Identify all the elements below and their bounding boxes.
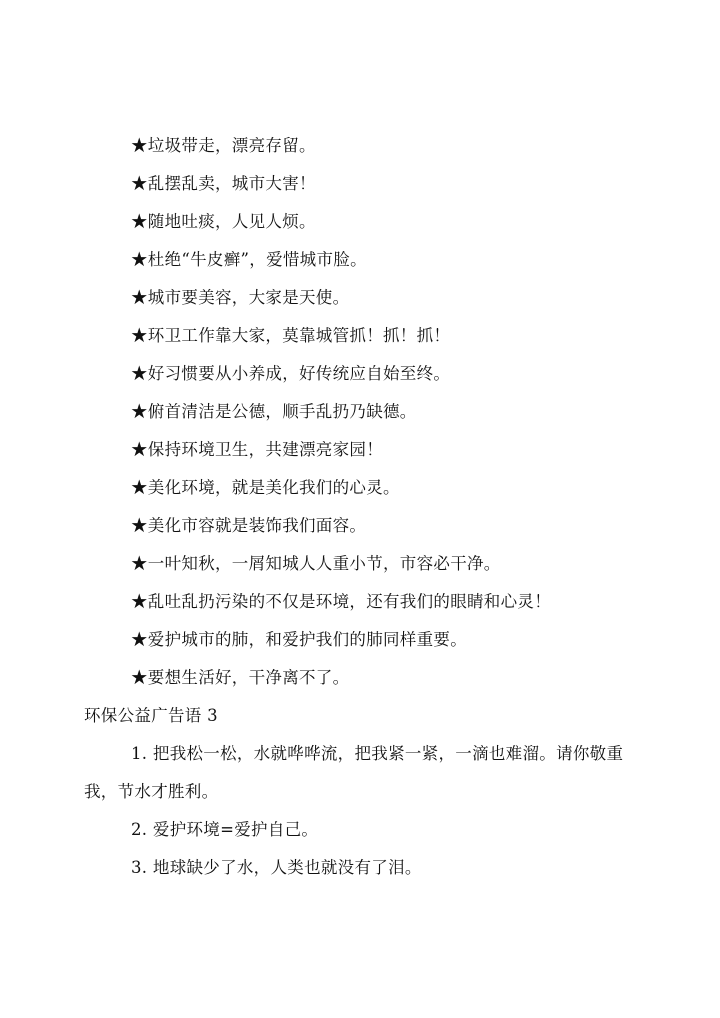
- slogan-line: ★要想生活好，干净离不了。: [131, 668, 350, 687]
- slogan-line: ★环卫工作靠大家，莫靠城管抓！抓！抓！: [131, 326, 451, 345]
- slogan-line: ★好习惯要从小养成，好传统应自始至终。: [131, 364, 451, 383]
- slogan-line: ★俯首清洁是公德，顺手乱扔乃缺德。: [131, 402, 417, 421]
- slogan-line: ★保持环境卫生，共建漂亮家园！: [131, 440, 383, 459]
- list-item-line: 2. 爱护环境=爱护自己。: [131, 820, 319, 839]
- list-item-line: 3. 地球缺少了水，人类也就没有了泪。: [131, 858, 422, 877]
- slogan-line: ★乱摆乱卖，城市大害！: [131, 174, 316, 193]
- slogan-line: ★美化环境，就是美化我们的心灵。: [131, 478, 400, 497]
- slogan-line: ★乱吐乱扔污染的不仅是环境，还有我们的眼睛和心灵！: [131, 592, 551, 611]
- slogan-line: ★一叶知秋，一屑知城人人重小节，市容必干净。: [131, 554, 501, 573]
- slogan-line: ★爱护城市的肺，和爱护我们的肺同样重要。: [131, 630, 467, 649]
- list-item-line: 1. 把我松一松，水就哗哗流，把我紧一紧，一滴也难溜。请你敬重: [131, 744, 624, 763]
- slogan-line: ★垃圾带走，漂亮存留。: [131, 136, 316, 155]
- slogan-line: ★随地吐痰，人见人烦。: [131, 212, 316, 231]
- list-item-line: 我，节水才胜利。: [84, 782, 219, 801]
- section-heading: 环保公益广告语 3: [84, 706, 218, 725]
- slogan-line: ★美化市容就是装饰我们面容。: [131, 516, 367, 535]
- slogan-line: ★城市要美容，大家是天使。: [131, 288, 350, 307]
- slogan-line: ★杜绝“牛皮癣”，爱惜城市脸。: [131, 250, 367, 269]
